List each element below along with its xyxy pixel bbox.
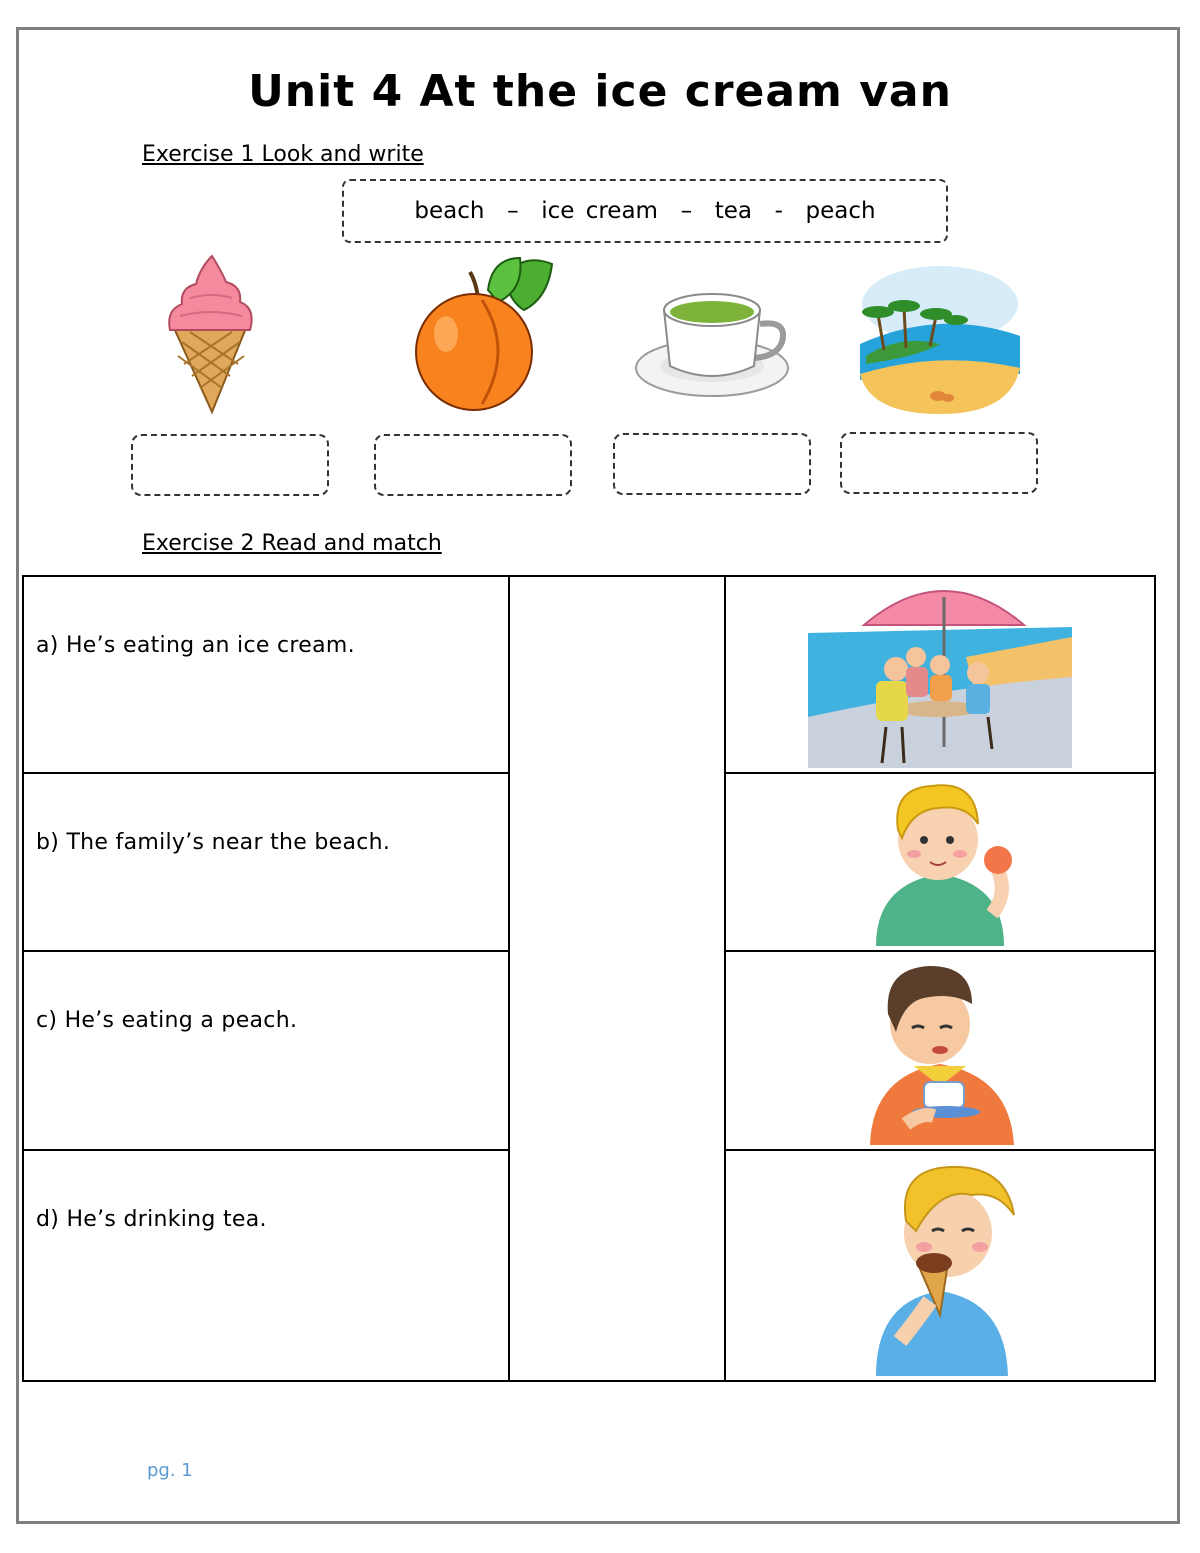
exercise-2-heading: Exercise 2 Read and match <box>142 531 442 556</box>
match-space-cell[interactable] <box>509 576 725 1381</box>
answer-box-beach[interactable] <box>840 432 1038 494</box>
boy-with-peach-image <box>726 774 1154 946</box>
man-drinking-tea-image <box>726 952 1154 1145</box>
sentence-cell <box>23 951 509 1150</box>
picture-cell <box>725 1150 1155 1381</box>
ice-cream-icon <box>160 252 260 417</box>
sentence-c: c) He’s eating a peach. <box>36 1008 298 1033</box>
sentence-a: a) He’s eating an ice cream. <box>36 633 355 658</box>
word-bank-text: beach – ice cream – tea - peach <box>414 198 876 224</box>
table-row <box>23 576 1155 773</box>
match-table <box>22 575 1156 1382</box>
word-bank <box>342 179 948 243</box>
tea-cup-icon <box>632 280 792 405</box>
page-number: pg. 1 <box>147 1460 193 1481</box>
sentence-cell <box>23 773 509 951</box>
answer-box-ice-cream[interactable] <box>131 434 329 496</box>
page-title: Unit 4 At the ice cream van <box>248 66 952 117</box>
boy-eating-ice-cream-image <box>726 1151 1154 1376</box>
picture-cell <box>725 773 1155 951</box>
answer-box-tea[interactable] <box>613 433 811 495</box>
beach-icon <box>860 264 1020 414</box>
sentence-b: b) The family’s near the beach. <box>36 830 391 855</box>
family-at-beach-image <box>726 577 1154 768</box>
picture-cell <box>725 951 1155 1150</box>
exercise-1-heading: Exercise 1 Look and write <box>142 142 424 167</box>
sentence-cell <box>23 576 509 773</box>
sentence-cell <box>23 1150 509 1381</box>
picture-cell <box>725 576 1155 773</box>
answer-box-peach[interactable] <box>374 434 572 496</box>
sentence-d: d) He’s drinking tea. <box>36 1207 267 1232</box>
peach-icon <box>412 250 562 415</box>
